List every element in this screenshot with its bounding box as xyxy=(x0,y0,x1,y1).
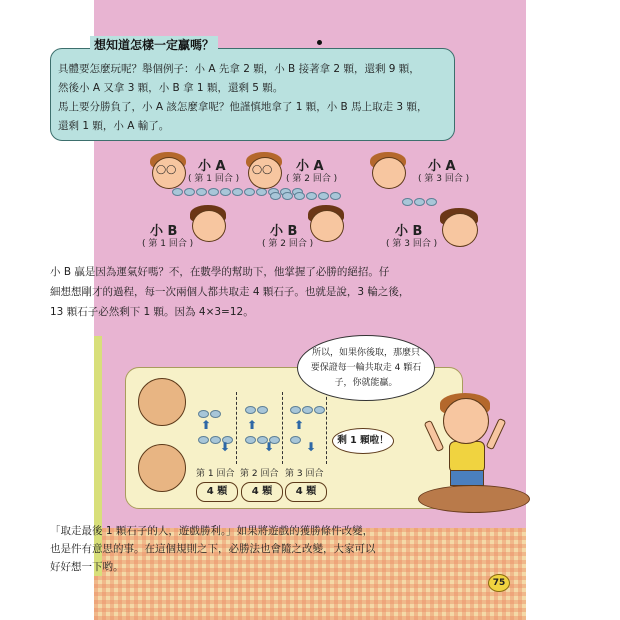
label-a-round1: 小 A xyxy=(198,159,226,174)
count-tag-2: 4 顆 xyxy=(241,482,283,502)
down-arrow-icon: ⬇ xyxy=(264,440,275,454)
bubble-line-2: 要保證每一輪共取走 4 顆石 xyxy=(310,363,422,373)
box-line-2: 然後小 A 又拿 3 顆，小 B 拿 1 顆，還剩 5 顆。 xyxy=(58,82,284,94)
scene-round2: 第 2 回合 xyxy=(240,469,279,479)
stones-b-3 xyxy=(290,436,302,444)
box-line-1: 具體要怎麼玩呢？舉個例子：小 A 先拿 2 顆，小 B 接著拿 2 顆，還剩 9 顆， xyxy=(58,63,420,75)
count-tag-1: 4 顆 xyxy=(196,482,238,502)
girl-b-face-icon xyxy=(310,210,344,242)
stones-b-2 xyxy=(245,436,281,444)
story-line-3: 13 顆石子必然剩下 1 顆。因為 4×3=12。 xyxy=(50,306,254,318)
round-divider xyxy=(282,392,283,464)
boy-shorts-icon xyxy=(450,470,484,486)
up-arrow-icon: ⬆ xyxy=(247,418,258,432)
label-a-round3: 小 A xyxy=(428,159,456,174)
up-arrow-icon: ⬆ xyxy=(294,418,305,432)
outro-line-2: 也是件有意思的事。在這個規則之下，必勝法也會隨之改變，大家可以 xyxy=(50,543,376,555)
round-divider xyxy=(236,392,237,464)
stones-row-2 xyxy=(270,192,342,200)
scene-round1: 第 1 回合 xyxy=(196,469,235,479)
stones-a-1 xyxy=(198,410,222,418)
boy-face-icon xyxy=(443,398,489,444)
boy-a-portrait-icon xyxy=(138,378,186,426)
bubble-line-1: 所以，如果你後取，那麼只 xyxy=(311,348,420,358)
bubble-line-3: 子，你就能贏。 xyxy=(334,378,398,388)
round1-b-label: ( 第 1 回合 ) xyxy=(142,239,194,249)
round3-a-label: ( 第 3 回合 ) xyxy=(418,174,470,184)
page-number: 75 xyxy=(488,574,510,592)
up-arrow-icon: ⬆ xyxy=(201,418,212,432)
stones-a-3 xyxy=(290,406,326,414)
label-b-round3: 小 B xyxy=(395,224,423,239)
speech-bubble xyxy=(297,335,435,401)
down-arrow-icon: ⬇ xyxy=(220,440,231,454)
girl-b-face-icon xyxy=(442,213,478,247)
count-tag-3: 4 顆 xyxy=(285,482,327,502)
box-line-4: 還剩 1 顆，小 A 輸了。 xyxy=(58,120,170,132)
round1-a-label: ( 第 1 回合 ) xyxy=(188,174,240,184)
boy-shirt-icon xyxy=(449,441,485,473)
stones-a-2 xyxy=(245,406,269,414)
label-b-round2: 小 B xyxy=(270,224,298,239)
box-line-3: 馬上要分勝負了，小 A 該怎麼拿呢？他謹慎地拿了 1 顆，小 B 馬上取走 3 顆， xyxy=(58,101,428,113)
bullet-dot-icon xyxy=(317,40,322,45)
box-text xyxy=(58,60,427,136)
stones-row-3 xyxy=(402,198,438,206)
round-stage xyxy=(418,485,530,513)
label-b-round1: 小 B xyxy=(150,224,178,239)
down-arrow-icon: ⬇ xyxy=(306,440,317,454)
glasses-icon: ◯◯ xyxy=(252,165,273,175)
story-text xyxy=(50,262,409,322)
girl-b-face-icon xyxy=(192,210,226,242)
story-line-2: 細想想剛才的過程，每一次兩個人都共取走 4 顆石子。也就是說，3 輪之後， xyxy=(50,286,410,298)
round-divider xyxy=(326,392,327,464)
outro-line-3: 好好想一下哟。 xyxy=(50,561,124,573)
remaining-shout: 剩 1 顆啦！ xyxy=(332,428,394,454)
outro-text xyxy=(50,522,376,576)
boy-a-face-icon xyxy=(372,157,406,189)
label-a-round2: 小 A xyxy=(296,159,324,174)
round2-a-label: ( 第 2 回合 ) xyxy=(286,174,338,184)
girl-b-portrait-icon xyxy=(138,444,186,492)
outro-line-1: 「取走最後 1 顆石子的人，遊戲勝利。」如果將遊戲的獲勝條件改變， xyxy=(50,525,374,537)
box-title: 想知道怎樣一定贏嗎？ xyxy=(90,36,218,53)
scene-round3: 第 3 回合 xyxy=(285,469,324,479)
story-line-1: 小 B 贏是因為運氣好嗎？不，在數學的幫助下，他掌握了必勝的絕招。仔 xyxy=(50,266,390,278)
round3-b-label: ( 第 3 回合 ) xyxy=(386,239,438,249)
round2-b-label: ( 第 2 回合 ) xyxy=(262,239,314,249)
glasses-icon: ◯◯ xyxy=(156,165,177,175)
